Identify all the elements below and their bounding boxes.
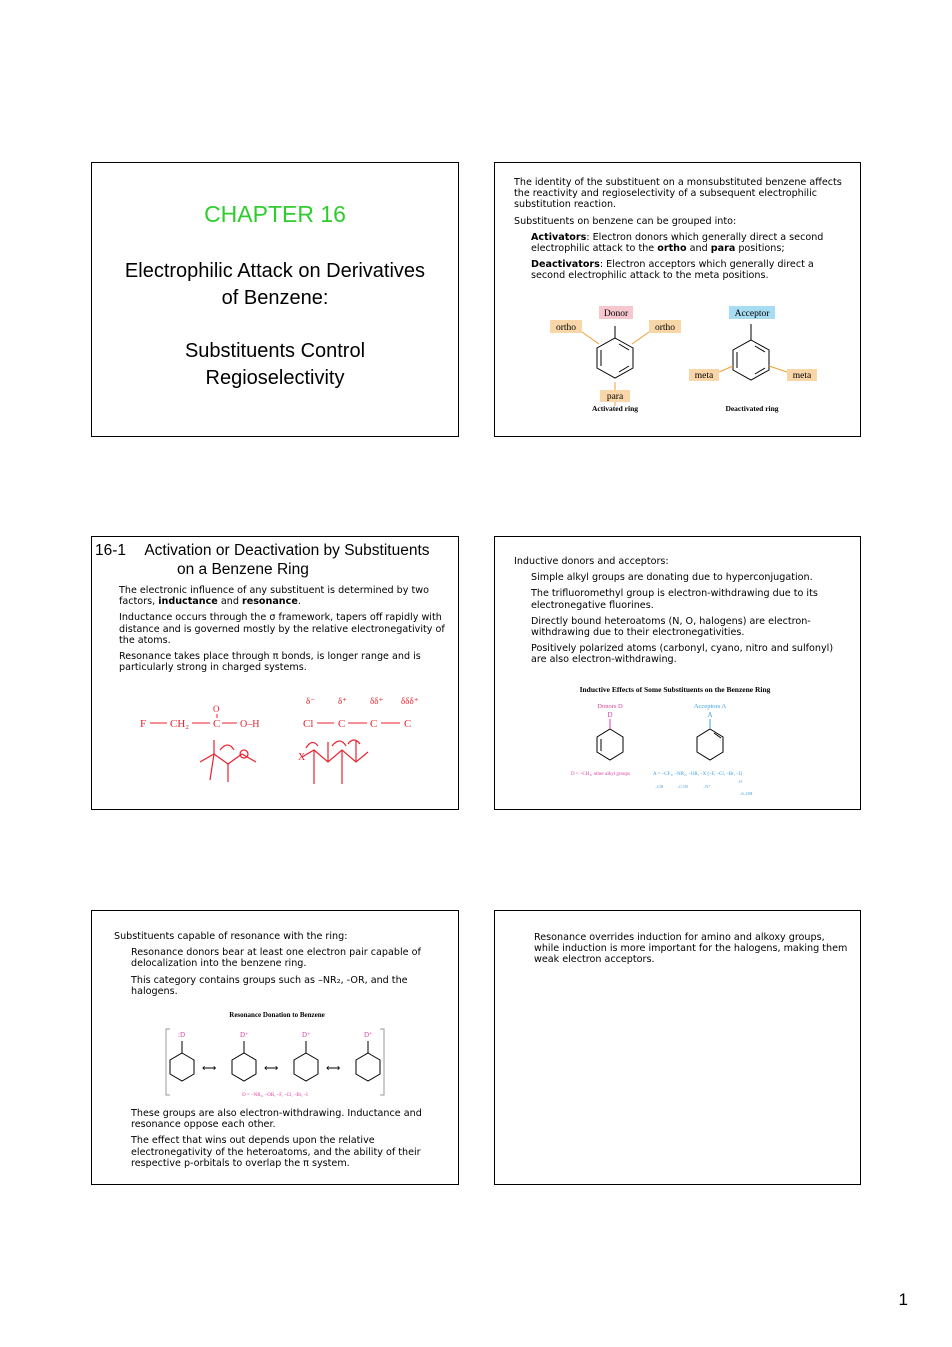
svg-text:–S–OH: –S–OH	[739, 791, 753, 796]
svg-text:C: C	[370, 718, 378, 730]
slide-text-bottom	[131, 1108, 449, 1174]
term: inductance	[158, 596, 218, 608]
term: ortho	[657, 243, 687, 255]
chapter-subtitle	[92, 338, 458, 392]
paragraph: Positively polarized atoms (carbonyl, cyano, nitro and sulfonyl) are also electron-withdrawing.	[531, 643, 834, 666]
acceptors-label: Acceptors A	[693, 703, 727, 710]
svg-text:δ⁺: δ⁺	[338, 696, 347, 706]
para-label: para	[606, 392, 624, 402]
svg-text:–C≡N: –C≡N	[677, 784, 689, 789]
ring-directing-diagram	[495, 298, 859, 418]
paragraph: Resonance overrides induction for amino and alkoxy groups, while induction is more important for the halogens, making them weak electron acceptors.	[534, 932, 848, 966]
svg-text:–N⁺: –N⁺	[703, 784, 711, 789]
paragraph: Simple alkyl groups are donating due to hyperconjugation.	[531, 572, 813, 584]
ortho-label-left: ortho	[555, 323, 577, 333]
acceptor-definition: A = –CF₃, –NR₂, –OR, –X (–F, –Cl, –Br, –I)	[653, 772, 742, 777]
svg-text:O: O	[213, 704, 220, 714]
svg-text:O: O	[739, 779, 743, 784]
slide-inductive	[494, 536, 861, 810]
donor-label: Donor	[603, 309, 629, 319]
svg-text:Cl: Cl	[303, 718, 314, 730]
activators-item	[531, 232, 844, 254]
deactivators-item	[531, 259, 844, 281]
text: The electronic influence of any substituent is determined by two factors,	[119, 585, 429, 608]
svg-text:O–H: O–H	[240, 719, 260, 730]
svg-text:⟷: ⟷	[202, 1063, 217, 1074]
chapter-label: CHAPTER 16	[204, 201, 346, 227]
paragraph: Resonance takes place through π bonds, is longer range and is particularly strong in charged systems.	[119, 651, 421, 674]
meta-label-left: meta	[694, 371, 714, 381]
term: Activators	[531, 231, 587, 243]
page-number: 1	[898, 1290, 908, 1309]
subtitle-line-2: Regioselectivity	[205, 367, 345, 389]
meta-label-right: meta	[792, 371, 812, 381]
chapter-title	[92, 258, 458, 312]
paragraph: The trifluoromethyl group is electron-withdrawing due to its electronegative fluorines.	[531, 588, 818, 611]
term: para	[710, 243, 736, 255]
svg-text:F: F	[140, 718, 147, 730]
acceptor-label: Acceptor	[734, 309, 770, 319]
text: : Electron donors which generally direct a second electrophilic attack to the	[531, 231, 824, 255]
text: and	[686, 243, 711, 255]
heading-line-2: on a Benzene Ring	[177, 561, 309, 578]
figure-title: Inductive Effects of Some Substituents on the Benzene Ring	[579, 685, 771, 694]
paragraph: Inductive donors and acceptors:	[514, 556, 669, 567]
text: : Electron acceptors which generally direct a second electrophilic attack to the meta positions.	[531, 259, 814, 282]
slide-activation	[91, 536, 459, 810]
figure-definition: D = –NR₂, –OR, –F, –Cl, –Br, –I	[242, 1093, 308, 1098]
text: and	[217, 596, 242, 608]
slide-substituent-groups	[494, 162, 861, 437]
slide-text	[534, 932, 852, 971]
svg-text:–CR: –CR	[655, 784, 664, 789]
ortho-label-right: ortho	[654, 323, 676, 333]
svg-text:CH₂: CH₂	[170, 718, 190, 730]
svg-text:D⁺: D⁺	[302, 1031, 311, 1039]
subtitle-line-1: Substituents Control	[184, 340, 366, 362]
inductance-resonance-figure	[92, 692, 456, 807]
paragraph: The effect that wins out depends upon the relative electronegativity of the heteroatoms, and the ability of their respective p-orbitals to overlap the π system.	[131, 1135, 421, 1169]
paragraph: Directly bound heteroatoms (N, O, halogens) are electron-withdrawing due to their electronegativities.	[531, 615, 811, 639]
svg-text:C: C	[213, 718, 221, 730]
inductive-effects-figure	[495, 695, 859, 807]
deactivated-ring	[689, 306, 817, 413]
svg-text:D: D	[607, 711, 613, 719]
svg-text:A: A	[707, 711, 713, 719]
activated-caption: Activated ring	[591, 404, 639, 413]
svg-text:δδδ⁺: δδδ⁺	[401, 696, 419, 706]
svg-text:D⁺: D⁺	[240, 1031, 249, 1039]
term: Deactivators	[531, 259, 600, 271]
section-number: 16-1	[95, 542, 127, 559]
figure-title: Resonance Donation to Benzene	[229, 1011, 325, 1019]
slide-resonance	[91, 910, 459, 1185]
svg-text:C: C	[404, 718, 412, 730]
slide-text	[119, 585, 451, 678]
resonance-donation-figure	[92, 1023, 456, 1103]
slide-text	[514, 177, 844, 287]
paragraph: Inductance occurs through the σ framework, tapers off rapidly with distance and is governed mostly by the relative electronegativity of the atoms.	[119, 612, 445, 646]
paragraph: Substituents on benzene can be grouped into:	[514, 215, 737, 227]
slide-text	[514, 556, 844, 671]
paragraph: This category contains groups such as –NR₂, -OR, and the halogens.	[131, 974, 408, 997]
paragraph: These groups are also electron-withdrawing. Inductance and resonance oppose each other.	[131, 1108, 422, 1131]
slide-heading	[95, 541, 455, 579]
svg-text:C: C	[338, 718, 346, 730]
paragraph	[119, 585, 451, 607]
heading-line-1: Activation or Deactivation by Substituents	[144, 542, 430, 559]
title-line-2: of Benzene:	[221, 287, 329, 309]
donor-definition: D = –CH₃, other alkyl groups	[571, 772, 631, 777]
deactivated-caption: Deactivated ring	[725, 404, 779, 413]
svg-text:X: X	[298, 752, 306, 763]
svg-text:D⁺: D⁺	[364, 1031, 373, 1039]
paragraph: The identity of the substituent on a monsubstituted benzene affects the reactivity and regioselectivity of a subsequent electrophilic substitution reaction.	[514, 177, 842, 211]
slide-title	[91, 162, 459, 437]
text: .	[297, 596, 301, 608]
svg-text:δδ⁺: δδ⁺	[370, 696, 384, 706]
svg-text:⟷: ⟷	[326, 1063, 341, 1074]
text: positions;	[735, 243, 785, 255]
slide-resonance-vs-induction	[494, 910, 861, 1185]
slide-text-top	[114, 931, 449, 1002]
activated-ring	[550, 306, 681, 413]
svg-text:δ⁻: δ⁻	[306, 696, 315, 706]
paragraph: Substituents capable of resonance with the ring:	[114, 931, 348, 942]
paragraph: Resonance donors bear at least one electron pair capable of delocalization into the benzene ring.	[131, 947, 421, 970]
title-line-1: Electrophilic Attack on Derivatives	[124, 260, 426, 282]
donors-label: Donors D	[597, 703, 623, 710]
term: resonance	[241, 596, 298, 608]
svg-text::D: :D	[178, 1031, 185, 1039]
svg-text:⟷: ⟷	[264, 1063, 279, 1074]
